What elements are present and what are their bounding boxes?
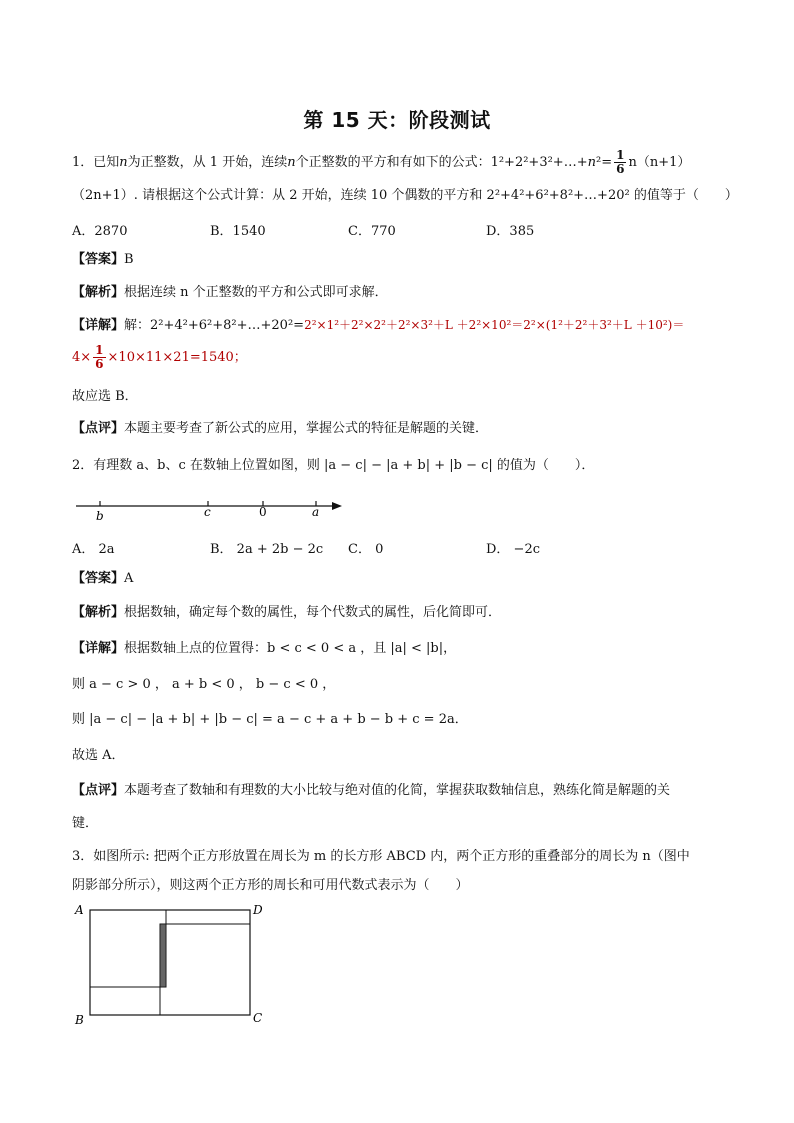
q1-detail-fraction: $\frac{1}{6}$ bbox=[95, 343, 104, 371]
q1-red-formula: 2²×1²＋2²×2²＋2²×3²＋L ＋2²×10²＝2²×(1²＋2²＋3²＋L ＋10²)＝ bbox=[304, 318, 685, 332]
q1-comment: 【点评】本题主要考查了新公式的应用，掌握公式的特征是解题的关键． bbox=[72, 421, 489, 436]
shaded-overlap bbox=[160, 924, 166, 987]
corner-label-a: A bbox=[75, 903, 84, 917]
q1-detail-line2: 4× $\frac{1}{6}$ ×10×11×21=1540； bbox=[72, 343, 247, 371]
corner-label-d: D bbox=[253, 903, 263, 917]
q3-stem-line1: 3．如图所示: 把两个正方形放置在周长为 m 的长方形 ABCD 内，两个正方形的重叠部分的周长为 n（图中 bbox=[72, 849, 690, 864]
q1-option-a: A．2870 bbox=[72, 224, 128, 239]
q2-stem: 2．有理数 a、b、c 在数轴上位置如图，则 |a − c| − |a + b| + |b − c| 的值为（ ）． bbox=[72, 458, 595, 473]
q2-option-a: A． 2a bbox=[72, 542, 115, 557]
q1-text: 1．已知 bbox=[72, 155, 120, 170]
q1-option-d: D．385 bbox=[486, 224, 535, 239]
q2-analysis: 【解析】根据数轴，确定每个数的属性，每个代数式的属性，后化简即可． bbox=[72, 605, 502, 620]
q2-comment: 【点评】本题考查了数轴和有理数的大小比较与绝对值的化简，掌握获取数轴信息，熟练化简是解题的关 bbox=[72, 783, 671, 798]
q2-comment-line2: 键． bbox=[72, 816, 99, 831]
q1-detail: 【详解】解：2²+4²+6²+8²+…+20²=2²×1²＋2²×2²＋2²×3²＋L ＋2²×10²＝2²×(1²＋2²＋3²＋L ＋10²)＝ bbox=[72, 318, 685, 333]
label-a: a bbox=[312, 505, 320, 519]
q2-detail-line2: 则 a − c > 0 ， a + b < 0 ， b − c < 0 ， bbox=[72, 677, 336, 692]
q1-var-n: n bbox=[587, 155, 596, 170]
q1-text: n（n+1） bbox=[628, 155, 691, 170]
q2-option-d: D． −2c bbox=[486, 542, 540, 557]
squares-in-rectangle-figure bbox=[72, 900, 272, 1030]
q1-text: 为正整数，从 1 开始，连续 bbox=[127, 155, 288, 170]
corner-label-c: C bbox=[253, 1011, 263, 1025]
q1-var-n: n bbox=[119, 155, 128, 170]
q2-option-c: C． 0 bbox=[348, 542, 384, 557]
q1-var-n: n bbox=[287, 155, 296, 170]
q1-text: 个正整数的平方和有如下的公式：1²+2²+3²+…+ bbox=[295, 155, 588, 170]
rectangle-abcd bbox=[90, 910, 250, 1015]
q2-conclusion: 故选 A． bbox=[72, 748, 125, 763]
q1-conclusion: 故应选 B． bbox=[72, 389, 138, 404]
q1-fraction: $\frac{1}{6}$ bbox=[616, 148, 625, 176]
label-b: b bbox=[96, 509, 104, 523]
q2-detail-line3: 则 |a − c| − |a + b| + |b − c| = a − c + a + b − b + c = 2a． bbox=[72, 712, 468, 727]
q3-stem-line2: 阴影部分所示），则这两个正方形的周长和可用代数式表示为（ ） bbox=[72, 878, 469, 893]
q1-analysis: 【解析】根据连续 n 个正整数的平方和公式即可求解． bbox=[72, 285, 388, 300]
page-title: 第 15 天：阶段测试 bbox=[303, 108, 491, 132]
q1-option-c: C．770 bbox=[348, 224, 396, 239]
label-c: c bbox=[204, 505, 211, 519]
q1-option-b: B．1540 bbox=[210, 224, 266, 239]
right-square bbox=[160, 924, 250, 1015]
label-zero: 0 bbox=[259, 505, 267, 519]
q1-line2: （2n+1）. 请根据这个公式计算：从 2 开始，连续 10 个偶数的平方和 2²+4²+6²+8²+…+20² 的值等于（ ） bbox=[72, 188, 738, 203]
number-line-arrow-icon bbox=[332, 502, 342, 510]
number-line-figure bbox=[72, 494, 352, 524]
q2-answer: 【答案】A bbox=[72, 571, 134, 586]
corner-label-b: B bbox=[75, 1013, 84, 1027]
left-square bbox=[90, 910, 166, 987]
q1-answer: 【答案】B bbox=[72, 252, 134, 267]
q2-detail: 【详解】根据数轴上点的位置得：b < c < 0 < a ，且 |a| < |b|， bbox=[72, 641, 457, 656]
q2-option-b: B． 2a + 2b − 2c bbox=[210, 542, 324, 557]
q1-text: ²= bbox=[595, 155, 613, 170]
q1-line1 bbox=[72, 149, 690, 176]
